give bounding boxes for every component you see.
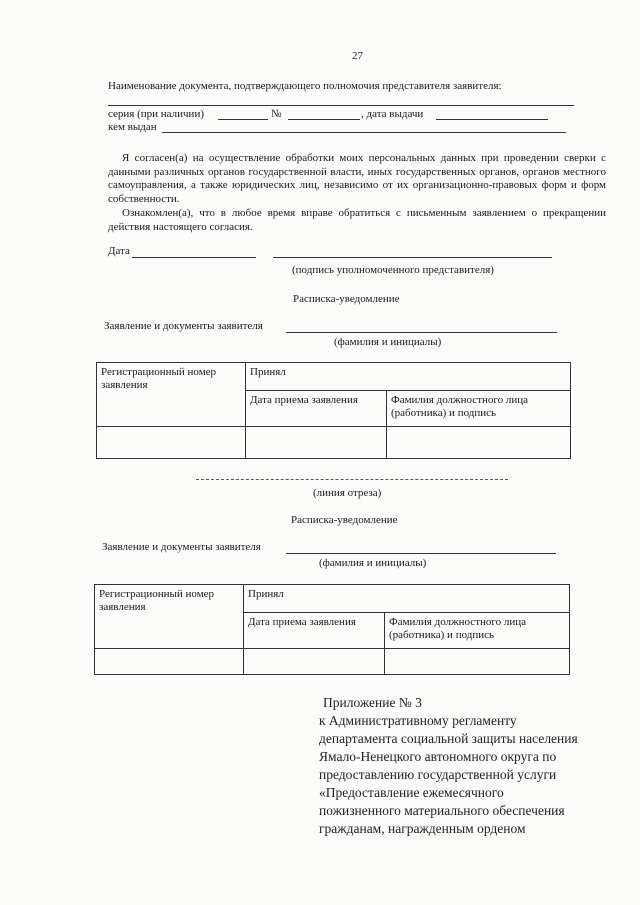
issue-date-label: , дата выдачи bbox=[361, 108, 424, 120]
receipt1-title: Расписка-уведомление bbox=[293, 293, 400, 305]
appendix-line: пожизненного материального обеспечения bbox=[319, 803, 565, 818]
receipt2-col-date: Дата приема заявления bbox=[244, 613, 385, 649]
receipt2-date-cell[interactable] bbox=[244, 649, 385, 675]
receipt1-applicant-label: Заявление и документы заявителя bbox=[104, 320, 263, 332]
issued-by-field[interactable] bbox=[162, 132, 566, 133]
appendix-line: Ямало-Ненецкого автономного округа по bbox=[319, 749, 557, 764]
signature-caption: (подпись уполномоченного представителя) bbox=[292, 264, 494, 276]
appendix-line: предоставлению государственной услуги bbox=[319, 767, 557, 782]
signature-field[interactable] bbox=[273, 257, 552, 258]
receipt1-table bbox=[96, 362, 571, 459]
receipt1-reg-cell[interactable] bbox=[97, 427, 246, 459]
receipt1-col-date: Дата приема заявления bbox=[246, 391, 387, 427]
appendix-line: к Административному регламенту bbox=[319, 713, 517, 728]
series-field[interactable] bbox=[218, 119, 268, 120]
cut-line-caption: (линия отреза) bbox=[313, 487, 382, 499]
doc-title: Наименование документа, подтверждающего полномочия представителя заявителя: bbox=[108, 80, 502, 92]
receipt2-title: Расписка-уведомление bbox=[291, 514, 398, 526]
cut-line bbox=[196, 479, 508, 480]
issue-date-field[interactable] bbox=[436, 119, 548, 120]
receipt2-col-accepted: Принял bbox=[244, 585, 570, 613]
receipt1-name-caption: (фамилия и инициалы) bbox=[334, 336, 442, 348]
acquainted-text: Ознакомлен(а), что в любое время вправе обратиться с письменным заявлением о прекращении действия настоящего согласия. bbox=[108, 207, 606, 233]
number-label: № bbox=[271, 108, 282, 120]
date-field[interactable] bbox=[132, 257, 256, 258]
number-field[interactable] bbox=[288, 119, 360, 120]
page-number: 27 bbox=[352, 50, 363, 62]
date-label: Дата bbox=[108, 245, 130, 257]
doc-title-fill-line[interactable] bbox=[108, 105, 574, 106]
receipt2-applicant-label: Заявление и документы заявителя bbox=[102, 541, 261, 553]
receipt1-applicant-field[interactable] bbox=[286, 332, 557, 333]
series-label: серия (при наличии) bbox=[108, 108, 204, 120]
receipt1-col-official: Фамилия должностного лица (работника) и подпись bbox=[387, 391, 571, 427]
receipt2-table bbox=[94, 584, 570, 675]
acquainted-paragraph bbox=[108, 207, 606, 234]
receipt2-col-reg: Регистрационный номер заявления bbox=[95, 585, 244, 649]
consent-paragraph bbox=[108, 152, 606, 206]
receipt1-col-reg: Регистрационный номер заявления bbox=[97, 363, 246, 427]
receipt2-reg-cell[interactable] bbox=[95, 649, 244, 675]
receipt2-col-official: Фамилия должностного лица (работника) и подпись bbox=[385, 613, 570, 649]
receipt2-official-cell[interactable] bbox=[385, 649, 570, 675]
receipt1-official-cell[interactable] bbox=[387, 427, 571, 459]
receipt2-applicant-field[interactable] bbox=[286, 553, 556, 554]
appendix-line: «Предоставление ежемесячного bbox=[319, 785, 504, 800]
consent-text: Я согласен(а) на осуществление обработки моих персональных данных при проведении сверки с данными различных органов государственной власти, иных государственных органов, органов местного самоуправления, а также юридических лиц, независимо от их организационно-правовых форм и форм собственности. bbox=[108, 152, 606, 205]
receipt1-date-cell[interactable] bbox=[246, 427, 387, 459]
receipt2-name-caption: (фамилия и инициалы) bbox=[319, 557, 427, 569]
appendix-title: Приложение № 3 bbox=[323, 695, 422, 710]
receipt1-col-accepted: Принял bbox=[246, 363, 571, 391]
appendix-line: гражданам, награжденным орденом bbox=[319, 821, 526, 836]
appendix-line: департамента социальной защиты населения bbox=[319, 731, 578, 746]
issued-by-label: кем выдан bbox=[108, 121, 157, 133]
